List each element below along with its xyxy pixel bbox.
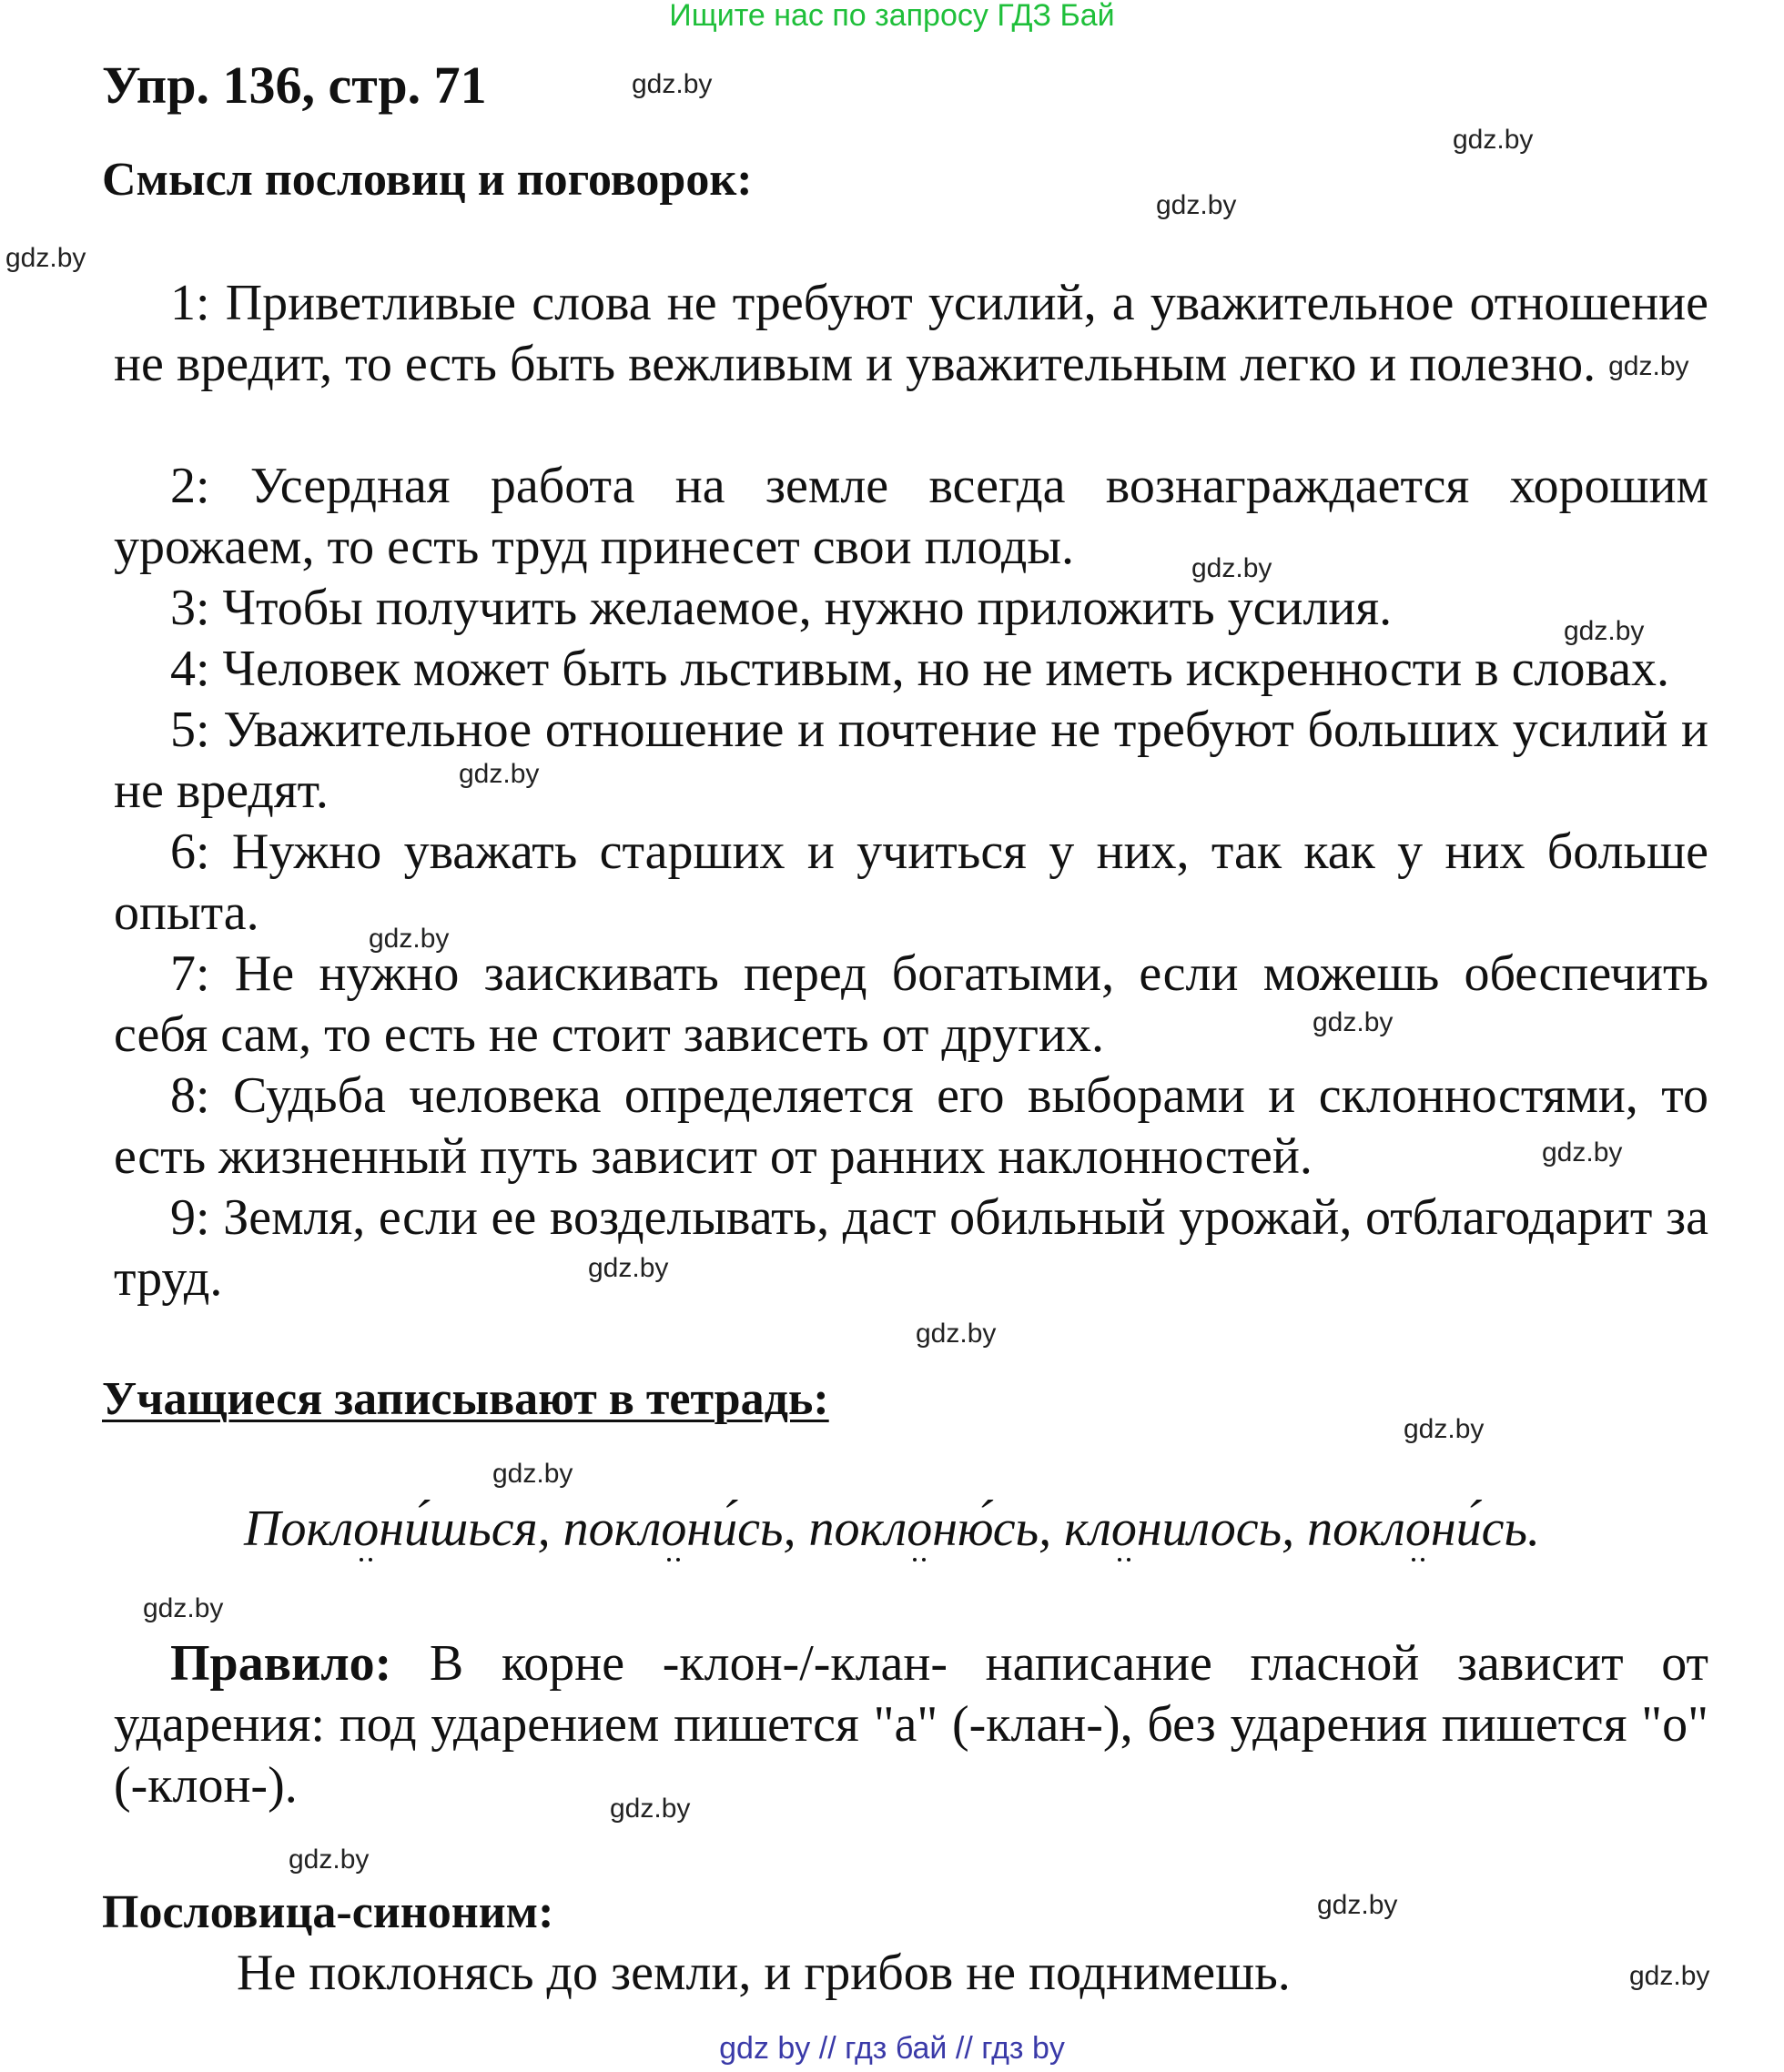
watermark: gdz.by: [916, 1319, 997, 1349]
watermark: gdz.by: [1564, 616, 1645, 646]
rule-label: Правило:: [170, 1635, 392, 1692]
word: клонилось,: [1064, 1501, 1308, 1557]
list-item: 6: Нужно уважать старших и учиться у них, так как у них больше опыта.: [114, 824, 1708, 941]
root-vowel: о: [1110, 1501, 1137, 1557]
root-vowel: о: [353, 1501, 380, 1557]
root-vowel: о: [1404, 1501, 1431, 1557]
page-title: Упр. 136, стр. 71: [102, 56, 487, 115]
list-item: 1: Приветливые слова не требуют усилий, а уважительное отношение не вредит, то есть быть вежливым и уважительным легко и полезно. gdz.by: [114, 275, 1708, 392]
watermark: gdz.by: [5, 243, 86, 273]
site-banner: Ищите нас по запросу ГДЗ Бай: [669, 0, 1115, 33]
list-item: 3: Чтобы получить желаемое, нужно приложить усилия.: [170, 580, 1393, 636]
list-item: 5: Уважительное отношение и почтение не требуют больших усилий и не вредят.: [114, 702, 1708, 819]
watermark: gdz.by: [588, 1253, 669, 1283]
watermark: gdz.by: [1542, 1137, 1623, 1167]
watermark: gdz.by: [1629, 1961, 1710, 1991]
root-vowel: о: [907, 1501, 933, 1557]
rule-text: В корне -клон-/-клан- написание гласной зависит от ударения: под ударением пишется "а" (-клан-), без ударения пишется "о" (-клон-).: [114, 1635, 1708, 1814]
list-item: 8: Судьба человека определяется его выборами и склонностями, то есть жизненный путь зависит от ранних наклонностей.: [114, 1067, 1708, 1185]
synonym-proverb: Не поклонясь до земли, и грибов не поднимешь.: [237, 1945, 1291, 2001]
word: поклоню́сь,: [808, 1501, 1065, 1557]
list-item: 2: Усердная работа на земле всегда вознаграждается хорошим урожаем, то есть труд принесет свои плоды.: [114, 458, 1708, 575]
watermark: gdz.by: [1317, 1890, 1398, 1920]
section-heading-notebook: Учащиеся записывают в тетрадь:: [102, 1373, 829, 1425]
word: Поклони́шься,: [244, 1501, 563, 1557]
watermark: gdz.by: [610, 1794, 691, 1824]
section-heading-synonym: Пословица-синоним:: [102, 1886, 554, 1938]
word: поклони́сь,: [563, 1501, 809, 1557]
watermark: gdz.by: [459, 759, 540, 789]
list-item: 4: Человек может быть льстивым, но не иметь искренности в словах.: [170, 641, 1670, 697]
word: поклони́сь.: [1307, 1501, 1540, 1557]
word-list: [0, 1500, 1784, 1558]
site-footer: gdz by // гдз бай // гдз by: [719, 2031, 1065, 2066]
watermark: gdz.by: [1608, 351, 1689, 381]
watermark: gdz.by: [632, 69, 713, 99]
watermark: gdz.by: [1313, 1007, 1394, 1037]
watermark: gdz.by: [1191, 553, 1272, 583]
list-item: 9: Земля, если ее возделывать, даст обильный урожай, отблагодарит за труд.: [114, 1189, 1708, 1307]
watermark: gdz.by: [1404, 1414, 1485, 1444]
watermark: gdz.by: [1156, 190, 1237, 220]
rule-paragraph: [114, 1633, 1708, 1816]
watermark: gdz.by: [369, 924, 450, 954]
watermark: gdz.by: [289, 1845, 370, 1875]
root-vowel: о: [661, 1501, 687, 1557]
section-heading-meaning: Смысл пословиц и поговорок:: [102, 154, 753, 206]
watermark: gdz.by: [492, 1459, 573, 1489]
watermark: gdz.by: [1453, 125, 1534, 155]
watermark: gdz.by: [143, 1593, 224, 1623]
list-item: 7: Не нужно заискивать перед богатыми, если можешь обеспечить себя сам, то есть не стоит зависеть от других.: [114, 945, 1708, 1063]
